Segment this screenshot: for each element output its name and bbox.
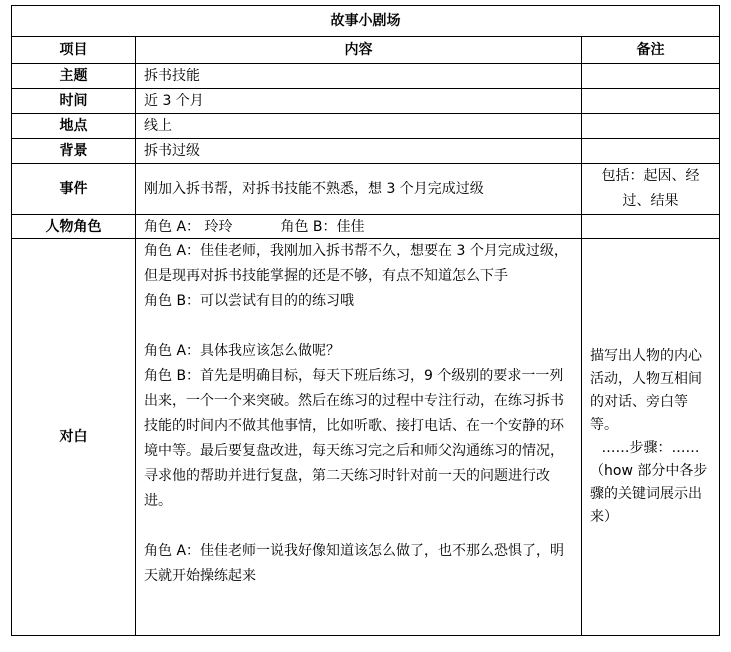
row-content-roles (136, 215, 582, 239)
table-row-place (12, 114, 720, 139)
row-label-time: 时间 (12, 89, 136, 114)
row-label-theme: 主题 (12, 64, 136, 89)
row-label-roles: 人物角色 (12, 215, 136, 239)
row-content-dialogue (136, 239, 582, 636)
header-content: 内容 (136, 37, 582, 64)
row-content-theme: 拆书技能 (136, 64, 582, 89)
dialogue-line-4: 角色 B：首先是明确目标，每天下班后练习，9 个级别的要求一一列出来，一个一个来突破。然后在练习的过程中专注行动，在练习拆书技能的时间内不做其他事情，比如听歌、接打电话、在一个安静的环境中等。最后要复盘改进，每天练习完之后和师父沟通练习的情况，寻求他的帮助并进行复盘，第二天练习时针对前一天的问题进行改进。 (144, 368, 564, 509)
table-title: 故事小剧场 (12, 6, 720, 37)
role-b-text: 角色 B：佳佳 (280, 218, 365, 235)
dialogue-note-2: ……步骤：…… (601, 440, 700, 456)
row-note-background (582, 139, 720, 164)
table-row-dialogue (12, 239, 720, 636)
dialogue-note-1: 描写出人物的内心活动，人物互相间的对话、旁白等等。 (590, 348, 702, 433)
row-content-event: 刚加入拆书帮，对拆书技能不熟悉，想 3 个月完成过级 (136, 164, 582, 215)
table-row-roles (12, 215, 720, 239)
header-item: 项目 (12, 37, 136, 64)
row-note-dialogue (582, 239, 720, 636)
row-note-time (582, 89, 720, 114)
role-a-text: 角色 A： 玲玲 (144, 218, 233, 235)
table-row-background (12, 139, 720, 164)
row-note-roles (582, 215, 720, 239)
row-label-background: 背景 (12, 139, 136, 164)
row-content-background: 拆书过级 (136, 139, 582, 164)
table-row-theme (12, 64, 720, 89)
row-note-place (582, 114, 720, 139)
row-note-theme (582, 64, 720, 89)
table-row-event (12, 164, 720, 215)
story-table (11, 5, 720, 636)
dialogue-line-3: 角色 A：具体我应该怎么做呢？ (144, 343, 341, 359)
row-label-dialogue: 对白 (12, 239, 136, 636)
header-note: 备注 (582, 37, 720, 64)
table-row-time (12, 89, 720, 114)
row-note-event: 包括：起因、经过、结果 (582, 164, 720, 215)
dialogue-line-5: 角色 A：佳佳老师一说我好像知道该怎么做了，也不那么恐惧了，明天就开始操练起来 (144, 543, 565, 584)
row-content-place: 线上 (136, 114, 582, 139)
dialogue-note-3: （how 部分中各步骤的关键词展示出来） (590, 463, 708, 525)
dialogue-line-1: 角色 A：佳佳老师，我刚加入拆书帮不久，想要在 3 个月完成过级，但是现再对拆书技能掌握的还是不够，有点不知道怎么下手 (144, 243, 568, 284)
dialogue-line-2: 角色 B：可以尝试有目的的练习哦 (144, 293, 355, 309)
row-label-place: 地点 (12, 114, 136, 139)
row-content-time: 近 3 个月 (136, 89, 582, 114)
row-label-event: 事件 (12, 164, 136, 215)
